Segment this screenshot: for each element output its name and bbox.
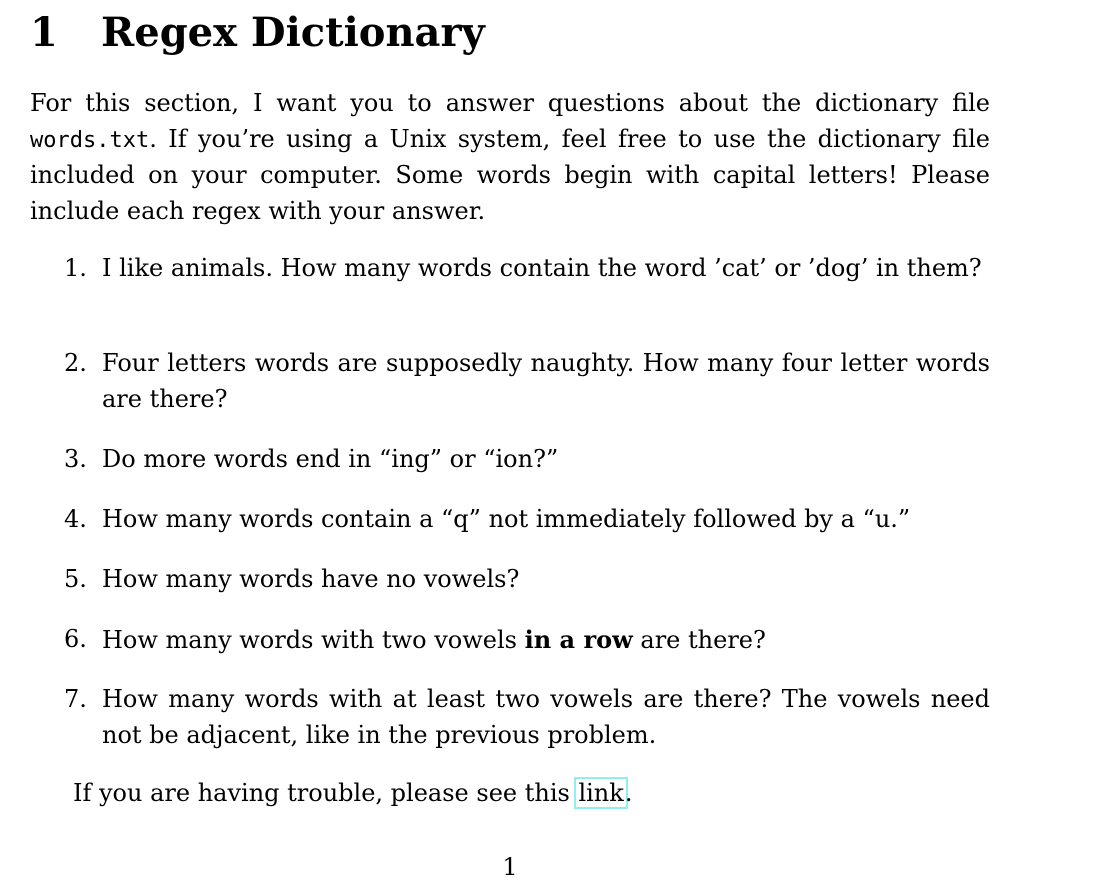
section-title: Regex Dictionary (101, 9, 485, 56)
filename-code: words.txt (30, 127, 150, 153)
question-text: I like animals. How many words contain the word ’cat’ or ’dog’ in them? (102, 254, 982, 282)
question-item-7 (30, 682, 990, 753)
question-text-end: are there? (632, 626, 766, 654)
question-number: 1. (64, 254, 87, 282)
page-number: 1 (502, 853, 518, 881)
question-text: Do more words end in “ing” or “ion?” (102, 445, 559, 473)
help-text: If you are having trouble, please see this (73, 779, 578, 807)
help-line (73, 776, 632, 812)
question-item-3 (30, 442, 990, 478)
question-item-5 (30, 562, 990, 598)
question-number: 3. (64, 445, 87, 473)
question-number: 4. (64, 505, 87, 533)
question-number: 5. (64, 565, 87, 593)
section-number: 1 (30, 9, 58, 56)
question-item-4 (30, 502, 990, 538)
question-text-start: How many words with two vowels (102, 626, 525, 654)
question-text: How many words with at least two vowels are there? The vowels need not be adjacent, like in the previous problem. (102, 685, 990, 749)
question-text: How many words have no vowels? (102, 565, 520, 593)
question-text: How many words contain a “q” not immediately followed by a “u.” (102, 505, 911, 533)
question-number: 2. (64, 349, 87, 377)
question-number: 6. (64, 625, 87, 653)
question-item-1 (30, 251, 990, 287)
help-link[interactable]: link (578, 779, 624, 807)
help-text-end: . (624, 779, 633, 807)
intro-paragraph (30, 86, 990, 229)
question-item-6 (30, 622, 990, 659)
emphasis-text: in a row (524, 625, 633, 654)
section-heading (30, 8, 485, 58)
question-text (102, 622, 990, 659)
intro-text-start: For this section, I want you to answer questions about the dictionary file (30, 89, 990, 117)
question-item-2 (30, 346, 990, 417)
question-text: Four letters words are supposedly naughty. How many four letter words are there? (102, 349, 990, 413)
intro-text-end: . If you’re using a Unix system, feel free to use the dictionary file included on your computer. Some words begin with capital letters! Please include each regex with your answer. (30, 124, 990, 225)
question-number: 7. (64, 685, 87, 713)
